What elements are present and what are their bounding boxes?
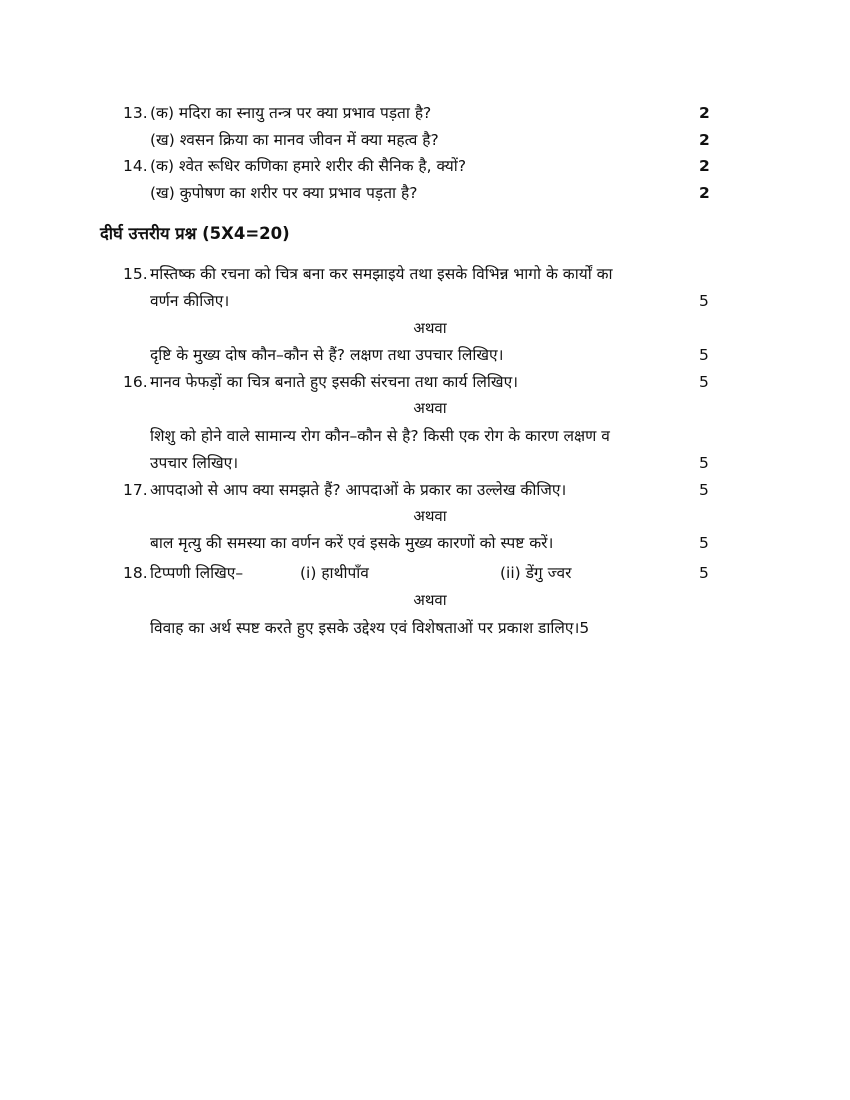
question-marks: 2 (699, 184, 710, 202)
question-text: मानव फेफड़ों का चित्र बनाते हुए इसकी संरचना तथा कार्य लिखिए। (150, 373, 519, 391)
question-text: (ख) श्वसन क्रिया का मानव जीवन में क्या महत्व है? (150, 131, 439, 149)
alternative-question-text: शिशु को होने वाले सामान्य रोग कौन–कौन से है? किसी एक रोग के कारण लक्षण व (150, 427, 610, 445)
question-number: 18. (123, 564, 148, 582)
question-marks: 5 (699, 454, 709, 472)
question-text: (क) श्वेत रूधिर कणिका हमारे शरीर की सैनिक है, क्यों? (150, 157, 467, 175)
question-part-i: (i) हाथीपाँव (300, 564, 369, 582)
question-text: आपदाओ से आप क्या समझते हैं? आपदाओं के प्रकार का उल्लेख कीजिए। (150, 481, 567, 499)
question-marks: 5 (699, 346, 709, 364)
question-marks: 2 (699, 157, 710, 175)
or-separator: अथवा (413, 319, 447, 337)
or-separator: अथवा (413, 591, 447, 609)
question-marks: 2 (699, 104, 710, 122)
question-text-continued: वर्णन कीजिए। (150, 292, 230, 310)
question-number: 15. (123, 265, 148, 283)
or-separator: अथवा (413, 399, 447, 417)
question-marks: 5 (699, 564, 709, 582)
alternative-question-text-continued: उपचार लिखिए। (150, 454, 239, 472)
question-marks: 5 (699, 292, 709, 310)
question-part-ii: (ii) डेंगु ज्वर (500, 564, 572, 582)
question-marks: 5 (699, 534, 709, 552)
question-number: 13. (123, 104, 148, 122)
question-marks: 2 (699, 131, 710, 149)
question-text: (ख) कुपोषण का शरीर पर क्या प्रभाव पड़ता है? (150, 184, 418, 202)
question-text: टिप्पणी लिखिए– (150, 564, 244, 582)
question-text: मस्तिष्क की रचना को चित्र बना कर समझाइये तथा इसके विभिन्न भागो के कार्यों का (150, 265, 613, 283)
question-marks: 5 (699, 373, 709, 391)
alternative-question-text: बाल मृत्यु की समस्या का वर्णन करें एवं इसके मुख्य कारणों को स्पष्ट करें। (150, 534, 554, 552)
question-marks: 5 (699, 481, 709, 499)
alternative-question-text: दृष्टि के मुख्य दोष कौन–कौन से हैं? लक्षण तथा उपचार लिखिए। (150, 346, 504, 364)
section-heading: दीर्घ उत्तरीय प्रश्न (5X4=20) (100, 224, 290, 243)
question-number: 14. (123, 157, 148, 175)
or-separator: अथवा (413, 507, 447, 525)
question-number: 17. (123, 481, 148, 499)
alternative-question-text: विवाह का अर्थ स्पष्ट करते हुए इसके उद्देश्य एवं विशेषताओं पर प्रकाश डालिए।5 (150, 619, 590, 637)
question-number: 16. (123, 373, 148, 391)
question-text: (क) मदिरा का स्नायु तन्त्र पर क्या प्रभाव पड़ता है? (150, 104, 432, 122)
